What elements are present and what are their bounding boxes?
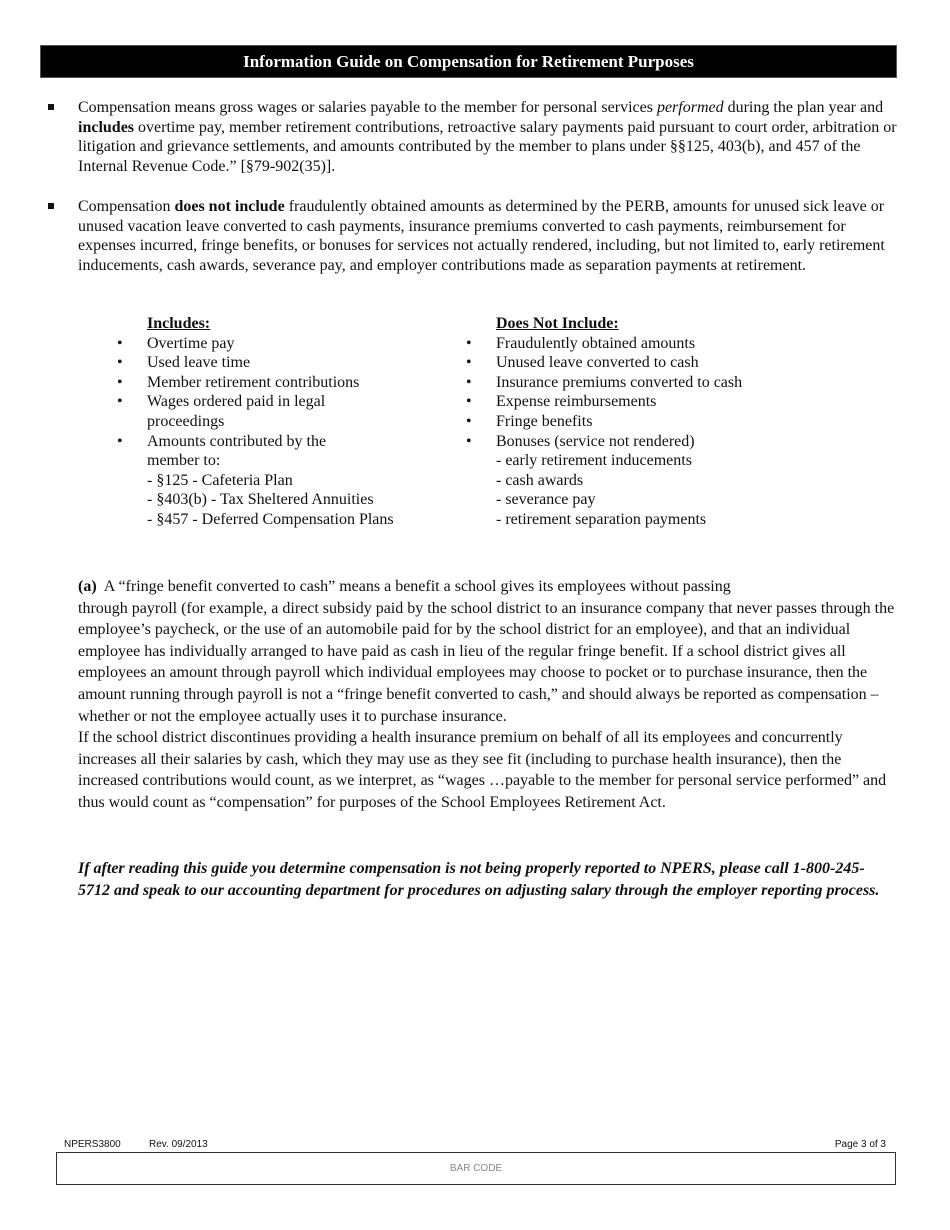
health-insurance-paragraph: If the school district discontinues providing a health insurance premium on behalf of all its employees and concurrently increases all their salaries by cash, which they may use as they see fit (including to purchase health insurance), then the increased contributions would count, as we interpret, as “wages …payable to the member for personal service performed” and thus would count as “compensation” for purposes of the School Employees Retirement Act. xyxy=(78,729,887,811)
item-text: Fraudulently obtained amounts xyxy=(496,334,696,352)
sub-item: - §403(b) - Tax Sheltered Annuities xyxy=(147,491,374,509)
item-text: Wages ordered paid in legal xyxy=(147,393,326,411)
item-text: member to: xyxy=(147,452,221,470)
item-text: Used leave time xyxy=(147,354,251,372)
list-item: • Amounts contributed by the member to: xyxy=(117,432,327,470)
square-bullet-icon xyxy=(48,203,54,209)
paragraph-label: (a) xyxy=(78,578,97,595)
bullet-compensation-exclusions xyxy=(78,197,898,275)
list-item: • Used leave time xyxy=(117,354,251,372)
fringe-benefit-paragraph xyxy=(78,576,903,727)
text-italic: performed xyxy=(656,99,724,116)
item-text: Unused leave converted to cash xyxy=(496,354,699,372)
text: Compensation means gross wages or salaries payable to the member for personal services xyxy=(78,99,657,116)
list-item: • Unused leave converted to cash xyxy=(466,354,699,372)
item-text: Expense reimbursements xyxy=(496,393,657,411)
square-bullet-icon xyxy=(48,104,54,110)
includes-list xyxy=(77,314,437,530)
text-bold: includes xyxy=(78,118,135,136)
sub-item: - §457 - Deferred Compensation Plans xyxy=(147,510,394,528)
contact-notice: If after reading this guide you determine compensation is not being properly reported to NPERS, please call 1-800-245-5712 and speak to our accounting department for procedures on adjusting salary through the employer reporting process. xyxy=(78,860,880,899)
bullet-compensation-definition xyxy=(78,98,898,176)
item-text: Bonuses (service not rendered) xyxy=(496,432,695,450)
sub-item: - early retirement inducements xyxy=(496,452,692,470)
item-text: proceedings xyxy=(147,412,225,430)
does-not-include-heading: Does Not Include: xyxy=(496,315,619,332)
list-item: • Wages ordered paid in legal proceedings xyxy=(117,393,326,430)
revision-date: Rev. 09/2013 xyxy=(149,1139,208,1150)
list-item: • Overtime pay xyxy=(117,334,235,352)
item-text: Member retirement contributions xyxy=(147,373,360,391)
list-item: • Expense reimbursements xyxy=(466,393,657,411)
item-text: Overtime pay xyxy=(147,334,235,352)
text: during the plan year and xyxy=(723,99,884,116)
list-item: • Bonuses (service not rendered) xyxy=(466,432,695,450)
sub-item: - severance pay xyxy=(496,491,596,509)
sub-item: - retirement separation payments xyxy=(496,510,707,528)
sub-item: - cash awards xyxy=(496,471,584,489)
page-title: Information Guide on Compensation for Retirement Purposes xyxy=(40,45,897,78)
item-text: Insurance premiums converted to cash xyxy=(496,373,743,391)
text: overtime pay, member retirement contributions, retroactive salary payments paid pursuant to court order, arbitration or litigation and grievance settlements, and amounts contributed by the member to plans under §§125, 403(b), and 457 of the Internal Revenue Code.” [§79-902(35)]. xyxy=(78,118,897,175)
text: through payroll (for example, a direct subsidy paid by the school district to an insurance company that never passes through the employee’s paycheck, or the use of an automobile paid for by the school district for an employee), and that an individual employee has individually arranged to have paid as cash in lieu of the regular fringe benefit. If a school district gives all employees an amount through payroll which individual employees may choose to pocket or to purchase insurance, then the amount running through payroll is not a “fringe benefit converted to cash,” and should always be reported as compensation – whether or not the employee actually uses it to purchase insurance. xyxy=(78,599,895,725)
does-not-include-list xyxy=(426,314,826,530)
list-item: • Fraudulently obtained amounts xyxy=(466,334,696,352)
text: fraudulently obtained amounts as determined by the PERB, amounts for unused sick leave or unused vacation leave converted to cash payments, insurance premiums converted to cash payments, reimbursement for expenses incurred, fringe benefits, or bonuses for services not actually rendered, including, but not limited to, early retirement inducements, cash awards, severance pay, and employer contributions made as separation payments at retirement. xyxy=(78,198,885,274)
form-number: NPERS3800 xyxy=(64,1139,121,1150)
list-item: • Member retirement contributions xyxy=(117,373,360,391)
list-item: • Fringe benefits xyxy=(466,412,593,430)
text: Compensation xyxy=(78,198,175,215)
bar-code-box: BAR CODE xyxy=(56,1152,896,1185)
item-text: Amounts contributed by the xyxy=(147,432,327,450)
list-item: • Insurance premiums converted to cash xyxy=(466,373,743,391)
page-number: Page 3 of 3 xyxy=(834,1139,886,1150)
includes-heading: Includes: xyxy=(147,315,211,332)
text-bold: does not include xyxy=(174,198,285,215)
sub-item: - §125 - Cafeteria Plan xyxy=(147,471,293,489)
item-text: Fringe benefits xyxy=(496,412,593,430)
text: A “fringe benefit converted to cash” means a benefit a school gives its employees without passing xyxy=(96,578,731,595)
